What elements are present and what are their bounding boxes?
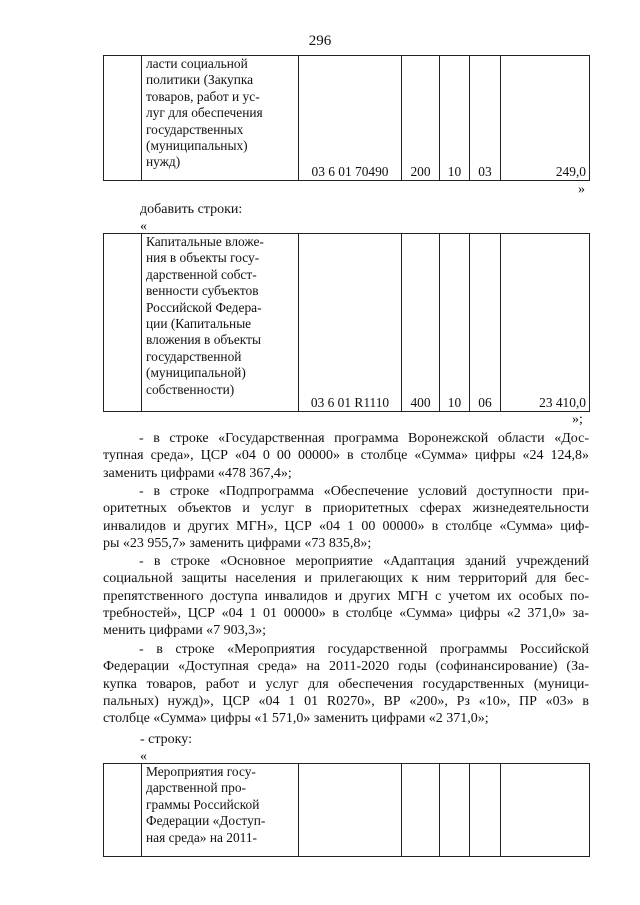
rz-cell: 10 xyxy=(440,234,470,412)
row-name-cell: Мероприятия госу- дарственной про- граммы Российской Федерации «Доступ- ная среда» на 2011- xyxy=(142,764,299,857)
rz-cell xyxy=(440,764,470,857)
row-name-cell: Капитальные вложе- ния в объекты госу- дарственной собст- венности субъектов Российской Федера- ции (Капитальные вложения в объекты государственной (муниципальной) собственности) xyxy=(142,234,299,412)
csr-cell: 03 6 01 70490 xyxy=(299,56,402,181)
closing-quote: » xyxy=(578,182,585,197)
paragraph-federal-measures: - в строке «Мероприятия государственной программы Российской Федерации «Доступная среда» на 2011-2020 годы (софинансирование) (За- купка товаров, работ и услуг для обеспечения государственных (муници- пальных) нужд)», ЦСР «04 1 01 R0270», ВР «200», Рз «10», ПР «03» в столбце «Сумма» цифры «1 571,0» заменить цифрами «2 371,0»; xyxy=(103,642,589,727)
csr-cell xyxy=(299,764,402,857)
blank-cell xyxy=(104,56,142,181)
csr-cell: 03 6 01 R1110 xyxy=(299,234,402,412)
vr-cell: 400 xyxy=(402,234,440,412)
paragraph-program: - в строке «Государственная программа Воронежской области «Дос- тупная среда», ЦСР «04 0 00 00000» в столбце «Сумма» цифры «24 124,8» заменить цифрами «478 367,4»; xyxy=(103,431,589,481)
pr-cell: 06 xyxy=(470,234,501,412)
pr-cell xyxy=(470,764,501,857)
paragraph-main-measure: - в строке «Основное мероприятие «Адаптация зданий учреждений социальной защиты населения и прилегающих к ним территорий для бес- препятственного доступа инвалидов и других МГН с учетом их особых по- требностей», ЦСР «04 1 01 00000» в столбце «Сумма» цифры «2 371,0» за- менить цифрами «7 903,3»; xyxy=(103,554,589,639)
paragraph-subprogram: - в строке «Подпрограмма «Обеспечение условий доступности при- оритетных объектов и услуг в приоритетных сферах жизнедеятельности инвалидов и других МГН», ЦСР «04 1 00 00000» в столбце «Сумма» циф- ры «23 955,7» заменить цифрами «73 835,8»; xyxy=(103,484,589,551)
sum-cell: 23 410,0 xyxy=(501,234,590,412)
blank-cell xyxy=(104,234,142,412)
sum-cell xyxy=(501,764,590,857)
budget-table-1 xyxy=(103,55,590,181)
budget-table-2 xyxy=(103,233,590,412)
table-row xyxy=(104,234,590,412)
rz-cell: 10 xyxy=(440,56,470,181)
add-rows-text: добавить строки: xyxy=(140,202,243,217)
page-number: 296 xyxy=(308,33,332,49)
budget-table-3 xyxy=(103,763,590,857)
table-row xyxy=(104,56,590,181)
closing-quote-semicolon: »; xyxy=(572,412,583,427)
table-row xyxy=(104,764,590,857)
opening-quote-2: « xyxy=(140,749,147,764)
row-name-cell: ласти социальной политики (Закупка товаров, работ и ус- луг для обеспечения государственных (муниципальных) нужд) xyxy=(142,56,299,181)
blank-cell xyxy=(104,764,142,857)
opening-quote: « xyxy=(140,219,147,234)
vr-cell xyxy=(402,764,440,857)
stroku-text: - строку: xyxy=(140,732,192,747)
pr-cell: 03 xyxy=(470,56,501,181)
sum-cell: 249,0 xyxy=(501,56,590,181)
vr-cell: 200 xyxy=(402,56,440,181)
